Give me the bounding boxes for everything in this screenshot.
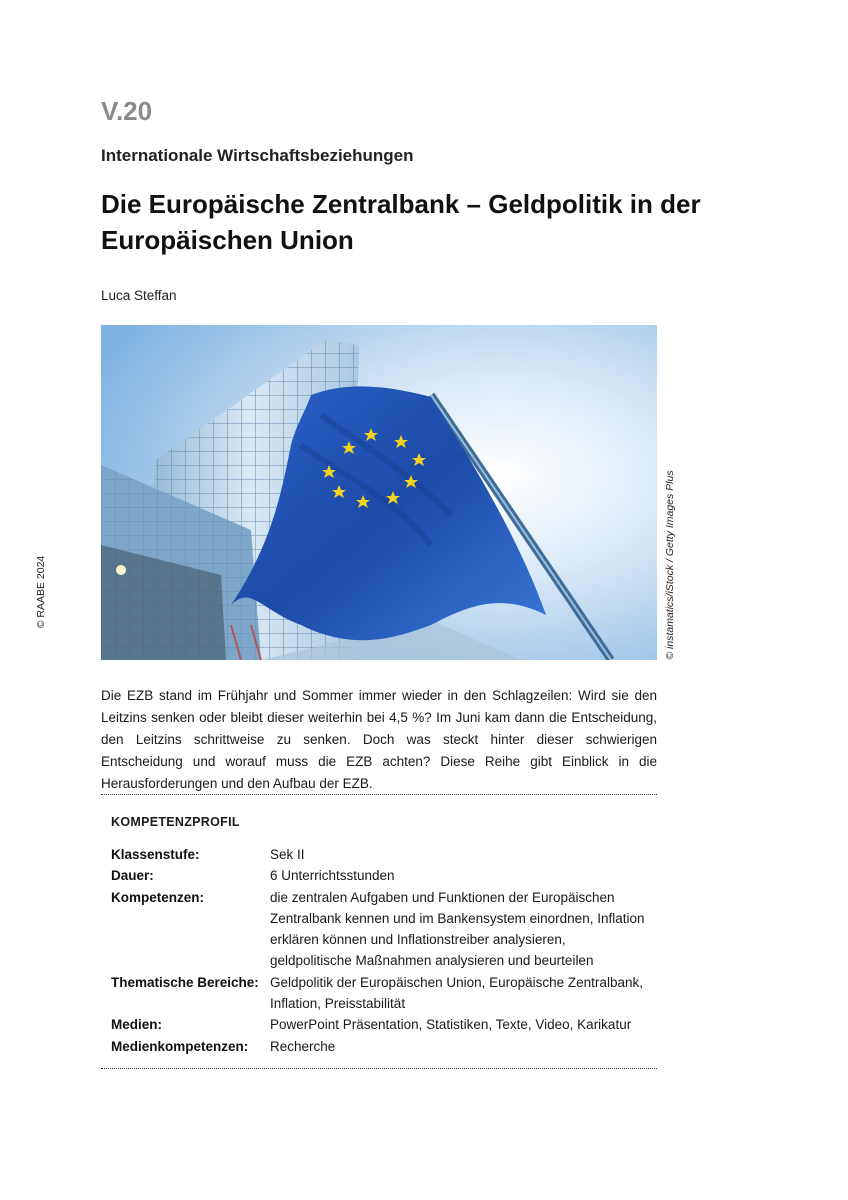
eu-flag-building-image (101, 325, 657, 660)
copyright-note: © RAABE 2024 (35, 555, 47, 629)
cover-photo (101, 325, 657, 660)
profile-heading: KOMPETENZPROFIL (111, 815, 240, 829)
profile-value: Sek II (270, 847, 305, 862)
author-name: Luca Steffan (101, 288, 177, 303)
series-title: Internationale Wirtschaftsbeziehungen (101, 146, 414, 165)
unit-number: V.20 (101, 96, 153, 126)
profile-row-grade (111, 844, 651, 865)
profile-value: Recherche (270, 1038, 336, 1054)
profile-value: PowerPoint Präsentation, Statistiken, Texte, Video, Karikatur (270, 1017, 632, 1033)
profile-value: Geldpolitik der Europäischen Union, Europäische Zentralbank, Inflation, Preisstabilität (270, 974, 643, 1012)
profile-row-competences (111, 887, 651, 972)
profile-value: die zentralen Aufgaben und Funktionen der Europäischen Zentralbank kennen und im Bankensystem einordnen, Inflation erklären können und Inflationstreiber analysieren, geldpolitische Maßnahmen analysieren und beurteilen (270, 889, 645, 969)
photo-credit: © instamatics/iStock / Getty Images Plus (664, 470, 676, 660)
profile-label: Thematische Bereiche: (111, 974, 259, 990)
profile-row-media-competences (111, 1036, 651, 1057)
profile-row-media (111, 1014, 651, 1035)
divider-top (101, 794, 657, 795)
profile-label: Kompetenzen: (111, 889, 205, 905)
profile-label: Medien: (111, 1017, 163, 1033)
profile-label: Klassenstufe: (111, 847, 200, 862)
profile-value: 6 Unterrichtsstunden (270, 868, 395, 884)
profile-label: Medienkompetenzen: (111, 1038, 249, 1054)
competence-profile-table (111, 844, 651, 1057)
page-title: Die Europäische Zentralbank – Geldpolitik in der Europäischen Union (101, 189, 701, 255)
profile-label: Dauer: (111, 868, 154, 884)
intro-paragraph: Die EZB stand im Frühjahr und Sommer immer wieder in den Schlagzeilen: Wird sie den Leitzins senken oder bleibt dieser weiterhin bei 4,5 %? Im Juni kam dann die Entscheidung, den Leitzins schrittweise zu senken. Doch was steckt hinter dieser schwierigen Entscheidung und worauf muss die EZB achten? Diese Reihe gibt Einblick in die Herausforderungen und den Aufbau der EZB. (101, 688, 657, 791)
divider-bottom (101, 1068, 657, 1069)
profile-row-duration (111, 865, 651, 886)
profile-row-topics (111, 972, 651, 1015)
